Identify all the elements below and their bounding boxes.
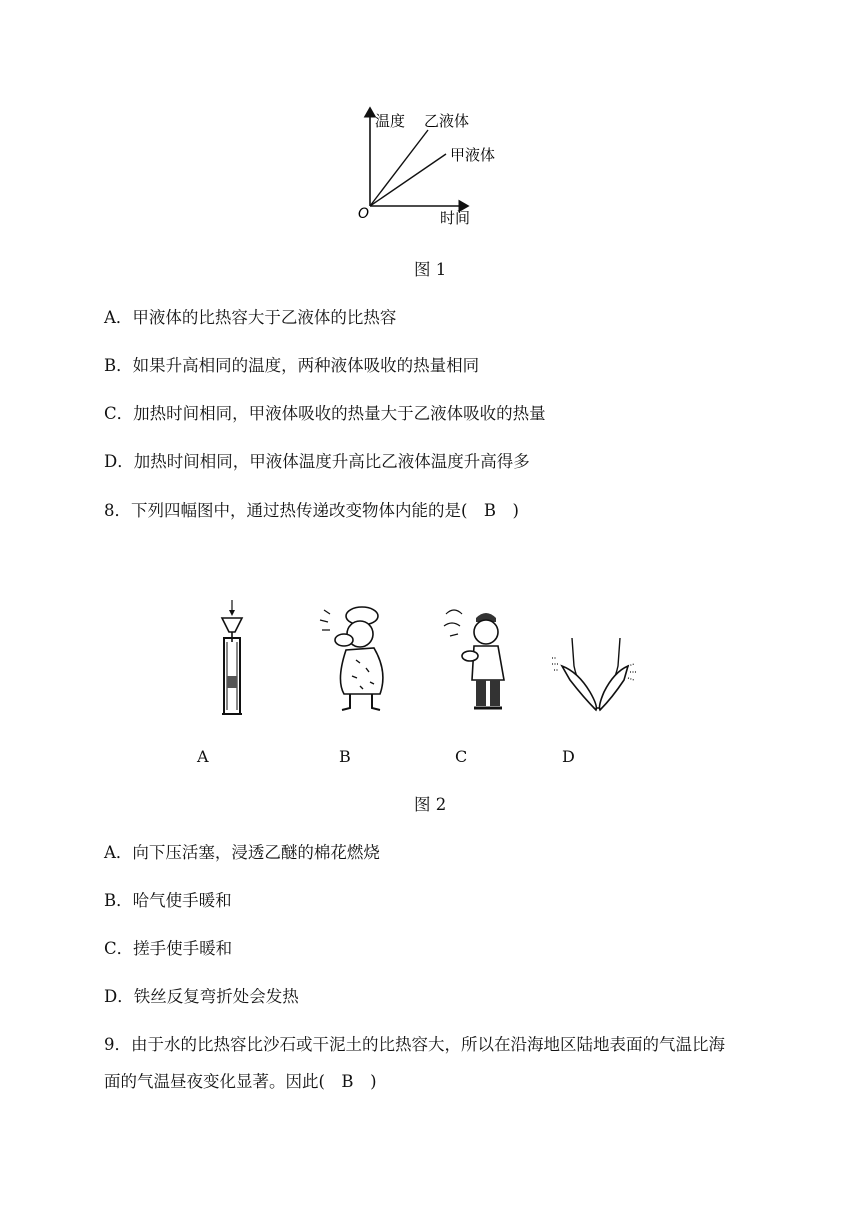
x-axis-label: 时间 [440, 209, 471, 227]
origin-label: O [358, 206, 370, 222]
q7-option-a: A．甲液体的比热容大于乙液体的比热容 [104, 308, 397, 327]
q7-option-d: D．加热时间相同，甲液体温度升高比乙液体温度升高得多 [104, 452, 530, 471]
figure-1-graph [340, 100, 520, 230]
line-yi-label: 乙液体 [424, 112, 470, 130]
y-axis-label: 温度 [375, 112, 406, 130]
figure-2-panel-d-bending-wire [548, 636, 644, 716]
figure-2-panel-c-rubbing-hands [440, 600, 520, 716]
q8-option-b: B．哈气使手暖和 [104, 891, 232, 910]
panel-label-d: D [562, 747, 575, 766]
line-jia [370, 154, 446, 206]
panel-label-b: B [339, 747, 351, 766]
figure-2-caption: 图 2 [414, 795, 447, 814]
q7-option-c: C．加热时间相同，甲液体吸收的热量大于乙液体吸收的热量 [104, 404, 546, 423]
q8-option-d: D．铁丝反复弯折处会发热 [104, 987, 299, 1006]
q9-stem-line-2: 面的气温昼夜变化显著。因此( B ) [104, 1072, 377, 1091]
panel-label-a: A [197, 747, 209, 766]
line-yi [370, 130, 428, 206]
panel-label-c: C [455, 747, 468, 766]
figure-1-caption: 图 1 [414, 260, 447, 279]
q8-option-a: A．向下压活塞，浸透乙醚的棉花燃烧 [104, 843, 380, 862]
q9-stem-line-1: 9．由于水的比热容比沙石或干泥土的比热容大，所以在沿海地区陆地表面的气温比海 [104, 1035, 725, 1054]
q7-option-b: B．如果升高相同的温度，两种液体吸收的热量相同 [104, 356, 480, 375]
figure-2-panel-b-breathing-on-hands [316, 600, 396, 716]
q8-option-c: C．搓手使手暖和 [104, 939, 233, 958]
line-jia-label: 甲液体 [450, 146, 496, 164]
figure-2-panel-a-piston-cylinder [210, 598, 256, 718]
q8-stem: 8．下列四幅图中，通过热传递改变物体内能的是( B ) [104, 501, 519, 520]
